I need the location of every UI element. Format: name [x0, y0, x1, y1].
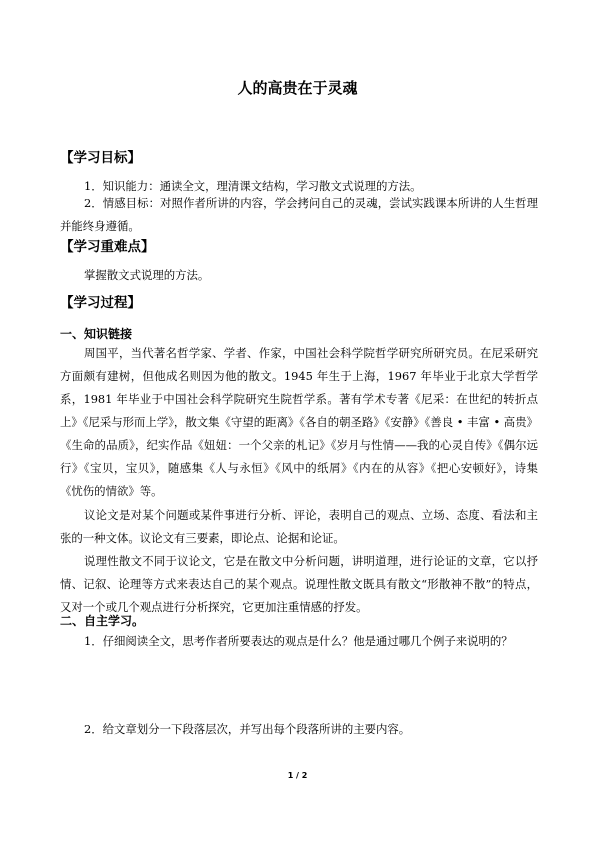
paragraph-argumentative-essay: 议论文是对某个问题或某件事进行分析、评论，表明自己的观点、立场、态度、看法和主张的一种文体。议论文有三要素，即论点、论据和论证。: [60, 508, 538, 545]
section-heading-goals: 【学习目标】: [60, 150, 141, 166]
question-2: 2．给文章划分一下段落层次，并写出每个段落所讲的主要内容。: [84, 722, 411, 736]
subheading-knowledge-link: 一、知识链接: [60, 327, 133, 341]
goal-item-1: 1．知识能力：通读全文，理清课文结构，学习散文式说理的方法。: [84, 179, 422, 193]
goal-item-2: 2．情感目标：对照作者所讲的内容，学会拷问自己的灵魂，尝试实践课本所讲的人生哲理并能终身遵循。: [60, 196, 538, 233]
section-heading-process: 【学习过程】: [60, 295, 141, 311]
page-title: 人的高贵在于灵魂: [237, 79, 358, 97]
paragraph-reasoning-prose: 说理性散文不同于议论文，它是在散文中分析问题，讲明道理，进行论证的文章，它以抒情、记叙、论理等方式来表达自己的某个观点。说理性散文既具有散文“形散神不散”的特点，又对一个或几个观点进行分析探究，它更加注重情感的抒发。: [60, 554, 538, 614]
paragraph-author-bio: 周国平，当代著名哲学家、学者、作家，中国社会科学院哲学研究所研究员。在尼采研究方面颇有建树，但他成名则因为他的散文。1945 年生于上海，1967 年毕业于北京大学哲学系，1981 年毕业于中国社会科学院研究生院哲学系。著有学术专著《尼采：在世纪的转折点上》《尼采与形而上学》，散文集《守望的距离》《各自的朝圣路》《安静》《善良 • 丰富 • 高贵》《生命的品质》，纪实作品《妞妞：一个父亲的札记》《岁月与性情——我的心灵自传》《偶尔远行》《宝贝，宝贝》，随感集《人与永恒》《风中的纸屑》《内在的从容》《把心安顿好》，诗集《忧伤的情欲》等。: [60, 346, 538, 498]
subheading-self-study: 二、自主学习。: [60, 614, 145, 628]
key-points-text: 掌握散文式说理的方法。: [84, 268, 210, 282]
question-1: 1．仔细阅读全文，思考作者所要表达的观点是什么？他是通过哪几个例子来说明的？: [84, 634, 513, 648]
section-heading-key-points: 【学习重难点】: [60, 239, 155, 255]
page-number: 1 / 2: [287, 771, 308, 780]
